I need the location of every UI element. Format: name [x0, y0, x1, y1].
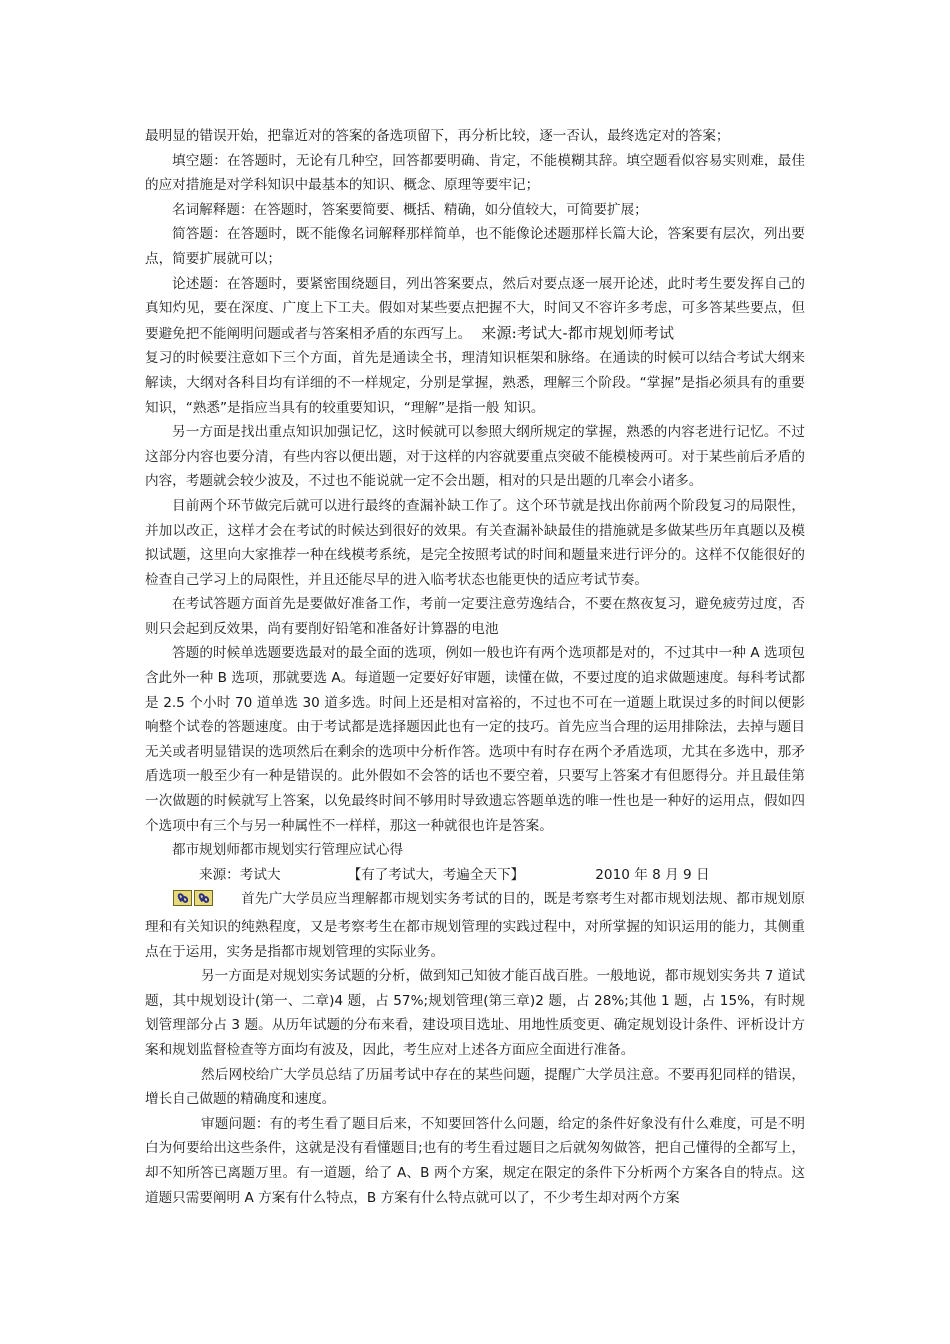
essay-text: 论述题：在答题时，要紧密围绕题目，列出答案要点，然后对要点逐一展开论述，此时考生要发挥自己的真知灼见，要在深度、广度上下工夫。假如对某些要点把握不大，时间又不容许多考虑，可多答某些要点，但要避免把不能阐明问题或者与答案相矛盾的东西写上。 [145, 275, 805, 342]
link-icon[interactable] [173, 890, 192, 906]
paragraph-answering-tips: 答题的时候单选题要选最对的最全面的选项，例如一般也许有两个选项都是对的，不过其中一种 A 选项包含此外一种 B 选项，那就要选 A。每道题一定要好好审题，读懂在做，不要过度的追求做题速度。每科考试都是 2.5 个小时 70 道单选 30 道多选。时间上还是相对富裕的，不过也不可在一道题上耽误过多的时间以便影响整个试卷的答题速度。由于考试都是选择题因此也有一定的技巧。首先应当合理的运用排除法，去掉与题目无关或者明显错误的选项然后在剩余的选项中分析作答。选项中有时存在两个矛盾选项，尤其在多选中，那矛盾选项一般至少有一种是错误的。此外假如不会答的话也不要空着，只要写上答案才有但愿得分。并且最佳第一次做题的时候就写上答案，以免最终时间不够用时导致遗忘答题单选的唯一性也是一种好的运用点，假如四个选项中有三个与另一种属性不一样样，那这一种就很也许是答案。 [145, 645, 805, 834]
document-body [145, 124, 805, 1210]
paragraph-essay [145, 272, 805, 347]
exam-purpose-text: 首先广大学员应当理解都市规划实务考试的目的，既是考察考生对都市规划法规、都市规划原理和有关知识的纯熟程度，又是考察考生在都市规划管理的实践过程中，对所掌握的知识运用的能力，其侧重点在于运用，实务是指都市规划管理的实际业务。 [145, 891, 805, 960]
paragraph-key-points: 另一方面是找出重点知识加强记忆，这时候就可以参照大纲所规定的掌握，熟悉的内容老进行记忆。不过这部分内容也要分清，有些内容以便出题，对于这样的内容就要重点突破不能模棱两可。对于某些前后矛盾的内容，考题就会较少波及，不过也不能说就一定不会出题，相对的只是出题的几率会小诸多。 [145, 424, 805, 490]
paragraph-gap-filling: 目前两个环节做完后就可以进行最终的查漏补缺工作了。这个环节就是找出你前两个阶段复习的局限性，并加以改正，这样才会在考试的时候达到很好的效果。有关查漏补缺最佳的措施就是多做某些历年真题以及模拟试题，这里向大家推荐一种在线模考系统，是完全按照考试的时间和题量来进行评分的。这样不仅能很好的检查自己学习上的局限性，并且还能尽早的进入临考状态也能更快的适应考试节奏。 [145, 497, 805, 588]
article-title: 都市规划师都市规划实行管理应试心得 [172, 842, 404, 859]
paragraph-continuation: 最明显的错误开始，把靠近对的答案的备选项留下，再分析比较，逐一否认，最终选定对的答案； [145, 128, 730, 144]
link-icons[interactable] [173, 890, 215, 915]
source-slogan: 【有了考试大，考遍全天下】 [347, 866, 525, 883]
paragraph-exam-purpose [145, 887, 805, 964]
source-date: 2010 年 8 月 9 日 [595, 866, 710, 883]
source-tag: 来源:考试大-都市规划师考试 [481, 323, 675, 342]
paragraph-question-analysis: 另一方面是对规划实务试题的分析，做到知己知彼才能百战百胜。一般地说，都市规划实务共 7 道试题，其中规划设计(第一、二章)4 题，占 57%;规划管理(第三章)2 题，占 28%;其他 1 题，占 15%，有时规划管理部分占 3 题。从历年试题的分布来看，建设项目选址、用地性质变更、确定规划设计条件、评析设计方案和规划监督检查等方面均有波及，因此，考生应对上述各方面应全面进行准备。 [145, 968, 805, 1058]
source-line [145, 863, 805, 888]
paragraph-short-answer: 简答题：在答题时，既不能像名词解释那样简单，也不能像论述题那样长篇大论，答案要有层次，列出要点，简要扩展就可以； [145, 226, 805, 267]
paragraph-fill-in-blank: 填空题：在答题时，无论有几种空，回答都要明确、肯定，不能模糊其辞。填空题看似容易实则难，最佳的应对措施是对学科知识中最基本的知识、概念、原理等要牢记； [145, 152, 805, 194]
paragraph-review-aspects: 复习的时候要注意如下三个方面，首先是通读全书，理清知识框架和脉络。在通读的时候可以结合考试大纲来解读，大纲对各科目均有详细的不一样规定，分别是掌握，熟悉，理解三个阶段。“掌握”是指必须具有的重要知识，“熟悉”是指应当具有的较重要知识，“理解”是指一般 知识。 [145, 350, 805, 416]
link-icon[interactable] [194, 890, 213, 906]
paragraph-reading-question: 审题问题：有的考生看了题目后来，不知要回答什么问题，给定的条件好象没有什么难度，可是不明白为何要给出这些条件，这就是没有看懂题目;也有的考生看过题目之后就匆匆做答，把自己懂得的全都写上，却不知所答已离题万里。有一道题，给了 A、B 两个方案，规定在限定的条件下分析两个方案各自的特点。这道题只需要阐明 A 方案有什么特点，B 方案有什么特点就可以了，不少考生却对两个方案 [145, 1115, 805, 1206]
paragraph-common-problems: 然后网校给广大学员总结了历届考试中存在的某些问题，提醒广大学员注意。不要再犯同样的错误，增长自己做题的精确度和速度。 [145, 1066, 805, 1108]
paragraph-term-definition: 名词解释题：在答题时，答案要简要、概括、精确，如分值较大，可简要扩展； [172, 201, 648, 218]
source-label: 来源：考试大 [199, 866, 281, 883]
paragraph-exam-preparation: 在考试答题方面首先是要做好准备工作，考前一定要注意劳逸结合，不要在熬夜复习，避免疲劳过度，否则只会起到反效果，尚有要削好铅笔和准备好计算器的电池 [145, 596, 805, 637]
